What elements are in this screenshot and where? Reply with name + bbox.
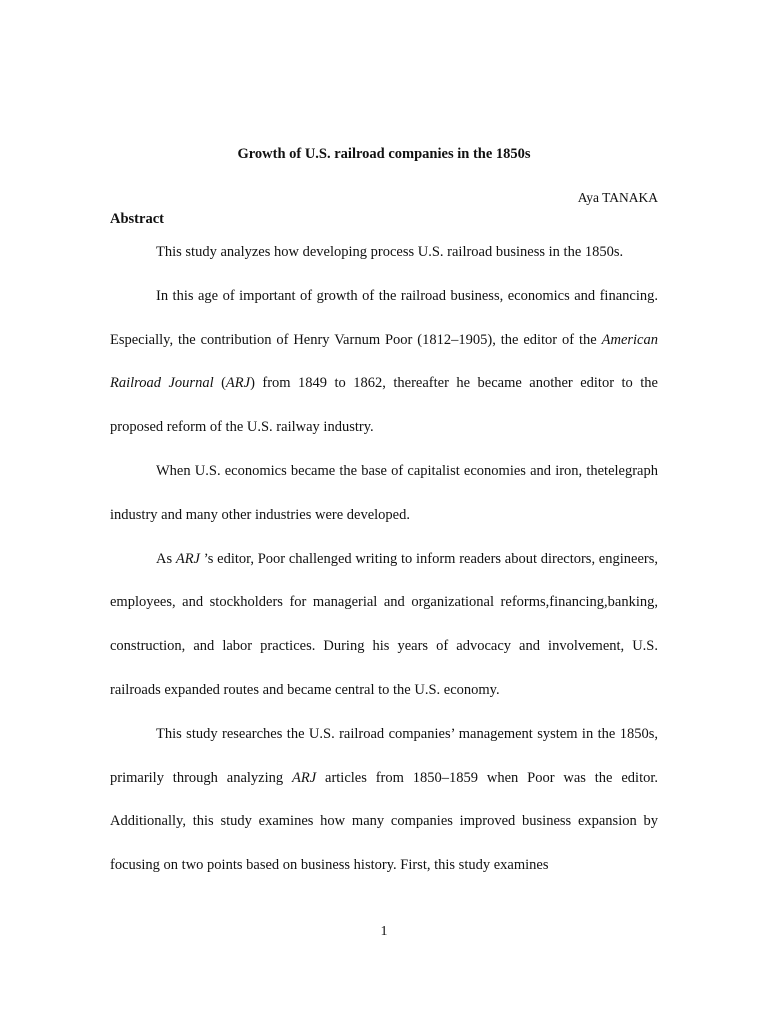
journal-abbrev-italic: ARJ: [175, 550, 200, 567]
paragraph-4-text-a: As: [156, 550, 176, 567]
abstract-paragraph-1: This study analyzes how developing process U.S. railroad business in the 1850s.: [156, 244, 624, 260]
abstract-paragraph-5: [110, 713, 658, 888]
page-number: 1: [380, 924, 388, 939]
author-name: Aya TANAKA: [577, 190, 658, 205]
paper-title: Growth of U.S. railroad companies in the 1850s: [237, 146, 531, 162]
abstract-heading: Abstract: [110, 211, 164, 227]
paragraph-2-text-c: ) from 1849 to 1862, thereafter he became another editor to the proposed reform of the U.S. railway industry.: [110, 375, 658, 436]
paragraph-5-text-a: This study researches the U.S. railroad companies’ management system in the 1850s, primarily through analyzing: [110, 725, 658, 786]
abstract-paragraph-3: When U.S. economics became the base of capitalist economies and iron, thetelegraph industry and many other industries were developed.: [110, 462, 658, 523]
abstract-paragraph-2: [110, 275, 658, 450]
paragraph-2-text-a: In this age of important of growth of the railroad business, economics and financing. Especially, the contribution of Henry Varnum Poor (1812–1905), the editor of the: [110, 287, 658, 348]
journal-abbrev-italic: ARJ: [225, 375, 251, 392]
journal-title-italic: American Railroad Journal: [110, 331, 658, 392]
paragraph-2-text-b: (: [213, 375, 226, 392]
journal-abbrev-italic: ARJ: [292, 769, 317, 786]
paragraph-4-text-b: ’s editor, Poor challenged writing to inform readers about directors, engineers, employees, and stockholders for managerial and organizational reforms,financing,banking, construction, and labor practices. During his years of advocacy and involvement, U.S. railroads expanded routes and became central to the U.S. economy.: [110, 550, 658, 698]
abstract-body: [110, 231, 658, 888]
abstract-paragraph-4: [110, 538, 658, 713]
paragraph-5-text-b: articles from 1850–1859 when Poor was the editor. Additionally, this study examines how many companies improved business expansion by focusing on two points based on business history. First, this study examines: [110, 769, 658, 874]
